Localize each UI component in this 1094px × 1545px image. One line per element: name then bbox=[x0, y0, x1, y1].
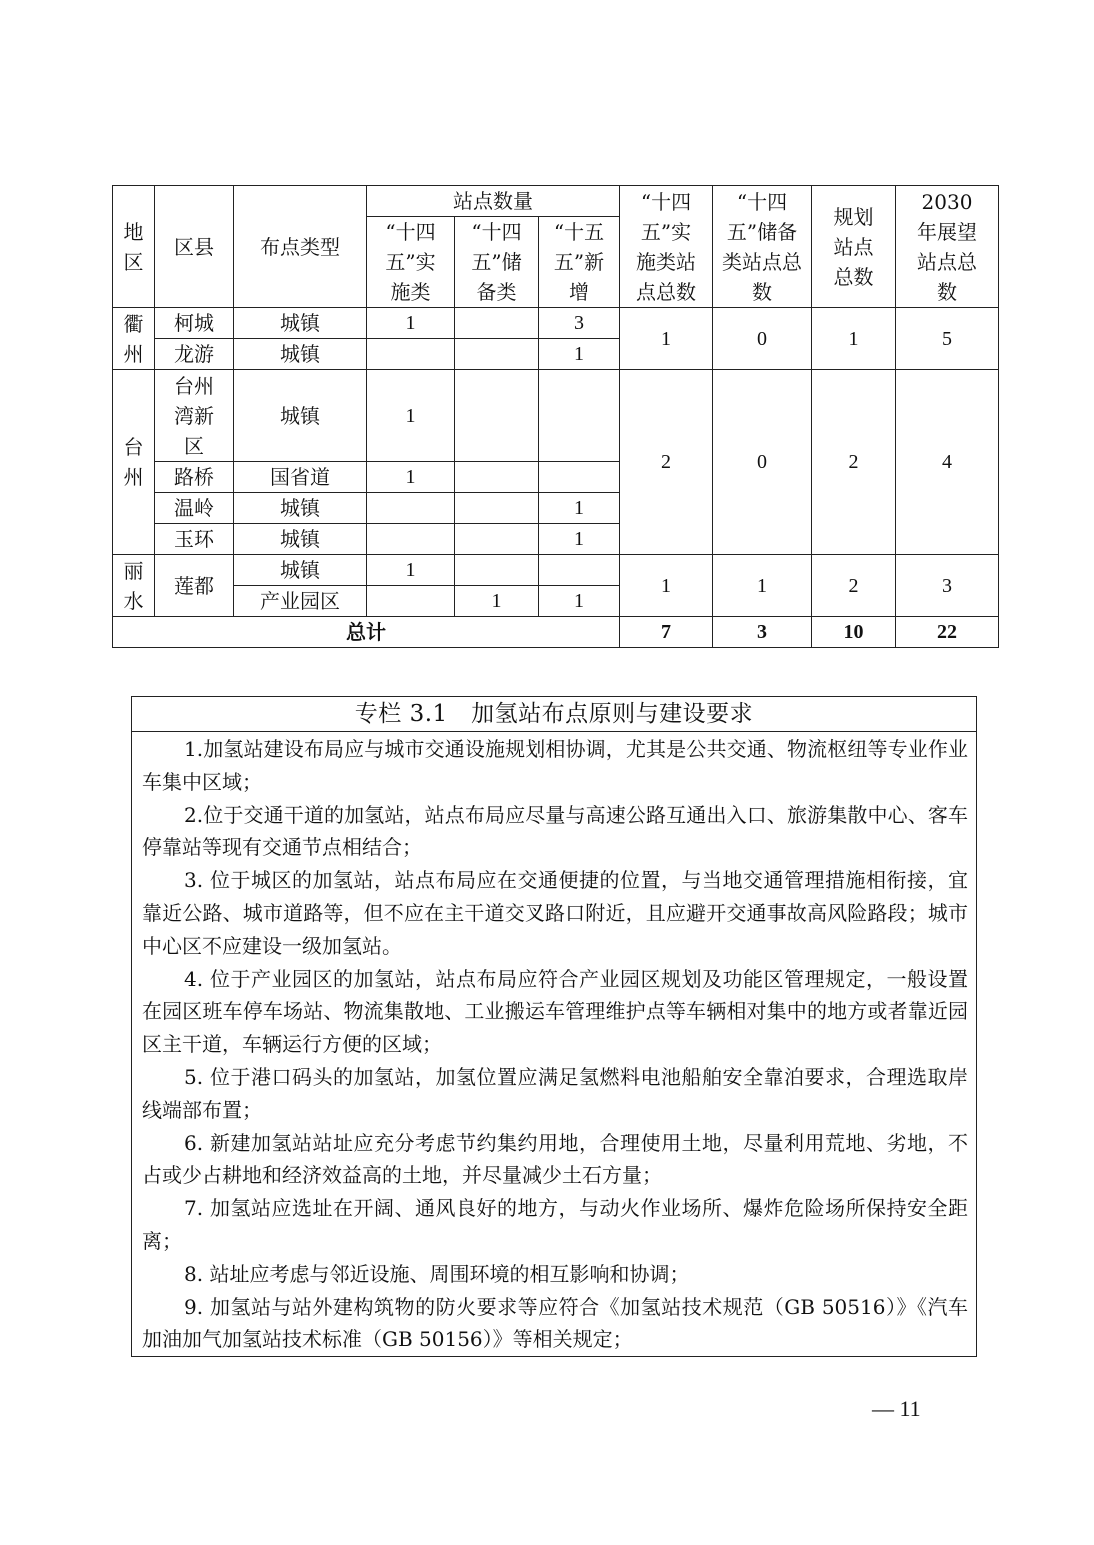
header-station-count: 站点数量 bbox=[367, 186, 620, 217]
impl-cell: 1 bbox=[367, 308, 455, 339]
table-row bbox=[113, 555, 999, 586]
new-cell bbox=[539, 462, 620, 493]
table-row bbox=[113, 370, 999, 462]
column-box bbox=[131, 696, 977, 1357]
header-type: 布点类型 bbox=[234, 186, 367, 308]
region-cell: 丽水 bbox=[113, 555, 155, 617]
reserve-cell bbox=[455, 308, 539, 339]
impl-total-cell: 2 bbox=[620, 370, 713, 555]
reserve-cell bbox=[455, 524, 539, 555]
principle-item: 2.位于交通干道的加氢站，站点布局应尽量与高速公路互通出入口、旅游集散中心、客车停靠站等现有交通节点相结合； bbox=[142, 802, 968, 860]
planned-total-cell: 1 bbox=[812, 308, 896, 370]
reserve-total-cell: 0 bbox=[713, 308, 812, 370]
header-sub-reserve: “十四五”储备类 bbox=[455, 217, 539, 308]
principle-item: 6. 新建加氢站站址应充分考虑节约集约用地，合理使用土地，尽量利用荒地、劣地，不占或少占耕地和经济效益高的土地，并尽量减少土石方量； bbox=[142, 1130, 968, 1188]
impl-cell bbox=[367, 524, 455, 555]
reserve-total-cell: 0 bbox=[713, 370, 812, 555]
region-cell: 衢州 bbox=[113, 308, 155, 370]
box-title: 专栏 3.1 加氢站布点原则与建设要求 bbox=[132, 697, 976, 732]
reserve-cell bbox=[455, 370, 539, 462]
impl-cell: 1 bbox=[367, 370, 455, 462]
impl-cell: 1 bbox=[367, 555, 455, 586]
impl-cell bbox=[367, 493, 455, 524]
header-sub-impl: “十四五”实施类 bbox=[367, 217, 455, 308]
new-cell: 3 bbox=[539, 308, 620, 339]
outlook-total-cell: 5 bbox=[896, 308, 999, 370]
total-impl: 7 bbox=[620, 617, 713, 648]
principle-item: 4. 位于产业园区的加氢站，站点布局应符合产业园区规划及功能区管理规定，一般设置在园区班车停车场站、物流集散地、工业搬运车管理维护点等车辆相对集中的地方或者靠近园区主干道，车辆运行方便的区域； bbox=[142, 966, 968, 1057]
impl-cell: 1 bbox=[367, 462, 455, 493]
outlook-total-cell: 4 bbox=[896, 370, 999, 555]
principle-item: 5. 位于港口码头的加氢站，加氢位置应满足氢燃料电池船舶安全靠泊要求，合理选取岸线端部布置； bbox=[142, 1064, 968, 1122]
county-cell: 玉环 bbox=[155, 524, 234, 555]
outlook-total-cell: 3 bbox=[896, 555, 999, 617]
type-cell: 国省道 bbox=[234, 462, 367, 493]
total-reserve: 3 bbox=[713, 617, 812, 648]
header-reserve-total: “十四五”储备类站点总数 bbox=[713, 186, 812, 308]
planned-total-cell: 2 bbox=[812, 370, 896, 555]
header-planned-total: 规划站点总数 bbox=[812, 186, 896, 308]
impl-total-cell: 1 bbox=[620, 308, 713, 370]
total-label: 总计 bbox=[113, 617, 620, 648]
header-county: 区县 bbox=[155, 186, 234, 308]
new-cell bbox=[539, 555, 620, 586]
reserve-cell: 1 bbox=[455, 586, 539, 617]
reserve-cell bbox=[455, 339, 539, 370]
type-cell: 城镇 bbox=[234, 555, 367, 586]
county-cell: 温岭 bbox=[155, 493, 234, 524]
county-cell: 台州湾新区 bbox=[155, 370, 234, 462]
new-cell: 1 bbox=[539, 493, 620, 524]
header-outlook-total: 2030 年展望站点总数 bbox=[896, 186, 999, 308]
new-cell: 1 bbox=[539, 524, 620, 555]
new-cell: 1 bbox=[539, 339, 620, 370]
type-cell: 城镇 bbox=[234, 524, 367, 555]
total-planned: 10 bbox=[812, 617, 896, 648]
county-cell: 龙游 bbox=[155, 339, 234, 370]
type-cell: 城镇 bbox=[234, 370, 367, 462]
total-row bbox=[113, 617, 999, 648]
table-row bbox=[113, 308, 999, 339]
principle-item: 9. 加氢站与站外建构筑物的防火要求等应符合《加氢站技术规范（GB 50516）》《汽车加油加气加氢站技术标准（GB 50156）》等相关规定； bbox=[142, 1294, 968, 1352]
county-cell: 路桥 bbox=[155, 462, 234, 493]
new-cell: 1 bbox=[539, 586, 620, 617]
hydrogen-station-table bbox=[112, 185, 999, 648]
county-cell: 柯城 bbox=[155, 308, 234, 339]
principle-item: 7. 加氢站应选址在开阔、通风良好的地方，与动火作业场所、爆炸危险场所保持安全距离； bbox=[142, 1196, 968, 1253]
box-body bbox=[132, 732, 976, 1356]
reserve-cell bbox=[455, 555, 539, 586]
header-sub-new: “十五五”新增 bbox=[539, 217, 620, 308]
page-number: — 11 bbox=[872, 1396, 921, 1421]
type-cell: 城镇 bbox=[234, 493, 367, 524]
impl-cell bbox=[367, 339, 455, 370]
new-cell bbox=[539, 370, 620, 462]
type-cell: 产业园区 bbox=[234, 586, 367, 617]
reserve-cell bbox=[455, 462, 539, 493]
reserve-total-cell: 1 bbox=[713, 555, 812, 617]
region-cell: 台州 bbox=[113, 370, 155, 555]
planned-total-cell: 2 bbox=[812, 555, 896, 617]
impl-total-cell: 1 bbox=[620, 555, 713, 617]
header-region: 地区 bbox=[113, 186, 155, 308]
principle-item: 8. 站址应考虑与邻近设施、周围环境的相互影响和协调； bbox=[184, 1261, 690, 1286]
type-cell: 城镇 bbox=[234, 339, 367, 370]
principle-item: 3. 位于城区的加氢站，站点布局应在交通便捷的位置，与当地交通管理措施相衔接，宜靠近公路、城市道路等，但不应在主干道交叉路口附近，且应避开交通事故高风险路段；城市中心区不应建设一级加氢站。 bbox=[142, 868, 968, 958]
type-cell: 城镇 bbox=[234, 308, 367, 339]
reserve-cell bbox=[455, 493, 539, 524]
principle-item: 1.加氢站建设布局应与城市交通设施规划相协调，尤其是公共交通、物流枢纽等专业作业车集中区域； bbox=[142, 737, 968, 794]
county-cell: 莲都 bbox=[155, 555, 234, 617]
header-impl-total: “十四五”实施类站点总数 bbox=[620, 186, 713, 308]
total-outlook: 22 bbox=[896, 617, 999, 648]
impl-cell bbox=[367, 586, 455, 617]
